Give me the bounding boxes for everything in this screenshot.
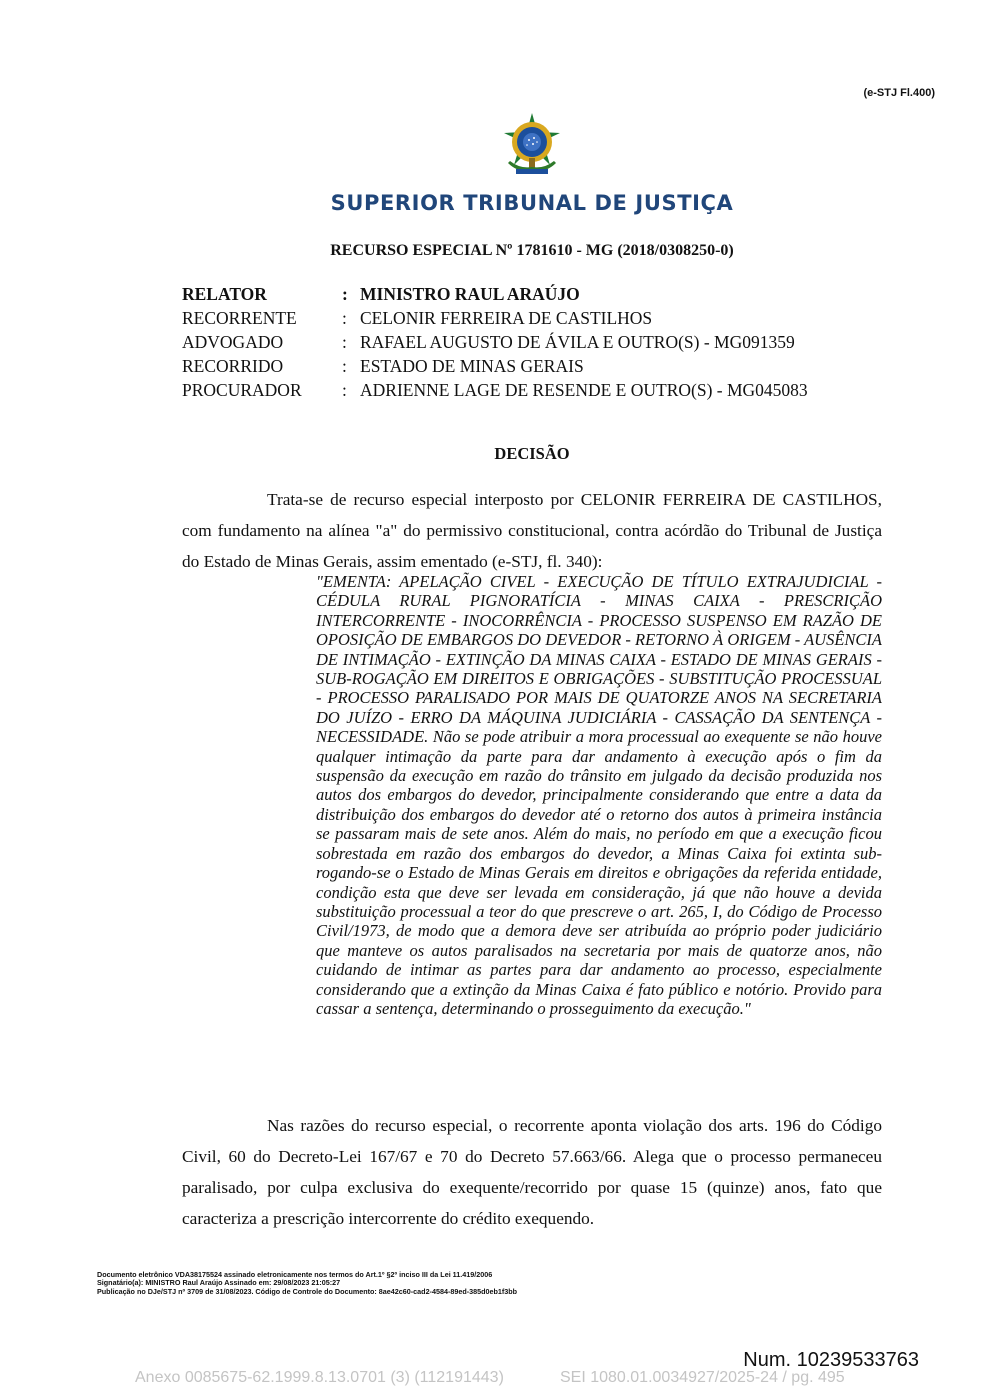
- party-role: ADVOGADO: [182, 332, 284, 352]
- court-name: SUPERIOR TRIBUNAL DE JUSTIÇA: [330, 191, 734, 215]
- ementa-quote: "EMENTA: APELAÇÃO CIVEL - EXECUÇÃO DE TÍTULO EXTRAJUDICIAL - CÉDULA RURAL PIGNORATÍCIA - MINAS CAIXA - PRESCRIÇÃO INTERCORRENTE - INOCORRÊNCIA - PROCESSO SUSPENSO EM RAZÃO DE OPOSIÇÃO DE EMBARGOS DO DEVEDOR - RETORNO À ORIGEM - AUSÊNCIA DE INTIMAÇÃO - EXTINÇÃO DA MINAS CAIXA - ESTADO DE MINAS GERAIS - SUB-ROGAÇÃO EM DIREITOS E OBRIGAÇÕES - SUBSTITUÇÃO PROCESSUAL - PROCESSO PARALISADO POR MAIS DE QUATORZE ANOS NA SECRETARIA DO JUÍZO - ERRO DA MÁQUINA JUDICIÁRIA - CASSAÇÃO DA SENTENÇA - NECESSIDADE. Não se pode atribuir a mora processual ao exequente se não houve qualquer intimação da parte para dar andamento à execução após o fim da suspensão da execução em razão do trânsito em julgado da decisão produzida nos autos dos embargos do devedor, principalmente considerando que entre a data da distribuição dos embargos do devedor até o retorno dos autos à primeira instância se passaram mais de sete anos. Além do mais, no período em que a execução ficou sobrestada em razão dos embargos do devedor, a Minas Caixa foi extinta sub-rogando-se o Estado de Minas Gerais em direitos e obrigações da referida entidade, condição esta que deve ser levada em consideração, já que não houve a devida substituição processual a teor do que prescreve o art. 265, I, do Código de Processo Civil/1973, de modo que a demora deve ser atribuída ao próprio poder judiciário que manteve os autos paralisados na secretaria por mais de quatorze anos, não cuidando de intimar as partes para dar andamento ao processo, especialmente considerando que a extinção da Minas Caixa é fato público e notório. Provido para cassar a sentença, determinando o prosseguimento da execução.": [316, 572, 882, 1018]
- paragraph-text: Nas razões do recurso especial, o recorrente aponta violação dos arts. 196 do Código Civil, 60 do Decreto-Lei 167/67 e 70 do Decreto 57.663/66. Alega que o processo permaneceu paralisado, por culpa exclusiva do exequente/recorrido por quase 15 (quinze) anos, fato que caracteriza a prescrição intercorrente do crédito exequendo.: [182, 1116, 882, 1228]
- party-role: RECORRIDO: [182, 356, 284, 376]
- decision-title: DECISÃO: [494, 444, 570, 463]
- party-role: PROCURADOR: [182, 380, 302, 400]
- footer-line: Signatário(a): MINISTRO Raul Araújo Assinado em: 29/08/2023 21:05:27: [97, 1278, 341, 1288]
- paragraph-reasons: [182, 1110, 882, 1234]
- signature-footer: [97, 1271, 517, 1296]
- footer-line: Documento eletrônico VDA38175524 assinado eletronicamente nos termos do Art.1º §2º inciso III da Lei 11.419/2006: [97, 1270, 493, 1279]
- footer-line: Publicação no DJe/STJ nº 3709 de 31/08/2023. Código de Controle do Documento: 8ae42c60-cad2-4584-89ed-385d0eb1f3bb: [97, 1286, 518, 1296]
- case-title: RECURSO ESPECIAL Nº 1781610 - MG (2018/0308250-0): [330, 242, 734, 259]
- annex-watermark: Anexo 0085675-62.1999.8.13.0701 (3) (112191443): [135, 1369, 504, 1386]
- party-name: RAFAEL AUGUSTO DE ÁVILA E OUTRO(S) - MG091359: [360, 332, 795, 352]
- party-name: CELONIR FERREIRA DE CASTILHOS: [360, 308, 653, 328]
- party-separator: :: [342, 332, 347, 352]
- brazil-coat-of-arms-icon: [498, 111, 566, 179]
- party-separator: :: [342, 308, 347, 328]
- party-name: ESTADO DE MINAS GERAIS: [360, 356, 584, 376]
- party-row: [182, 378, 808, 402]
- party-separator: :: [342, 284, 348, 304]
- party-row: [182, 306, 808, 330]
- document-number: Num. 10239533763: [743, 1349, 919, 1371]
- sei-watermark: SEI 1080.01.0034927/2025-24 / pg. 495: [560, 1369, 845, 1386]
- party-name: MINISTRO RAUL ARAÚJO: [360, 284, 580, 304]
- parties-block: [182, 282, 808, 402]
- party-separator: :: [342, 380, 347, 400]
- party-separator: :: [342, 356, 347, 376]
- party-row: [182, 282, 808, 306]
- party-role: RECORRENTE: [182, 308, 297, 328]
- party-name: ADRIENNE LAGE DE RESENDE E OUTRO(S) - MG045083: [360, 380, 808, 400]
- page-stamp: (e-STJ Fl.400): [863, 87, 935, 99]
- party-role: RELATOR: [182, 284, 267, 304]
- paragraph-intro: [182, 484, 882, 577]
- paragraph-text: Trata-se de recurso especial interposto por CELONIR FERREIRA DE CASTILHOS, com fundamento na alínea "a" do permissivo constitucional, contra acórdão do Tribunal de Justiça do Estado de Minas Gerais, assim ementado (e-STJ, fl. 340):: [182, 490, 882, 571]
- party-row: [182, 354, 808, 378]
- party-row: [182, 330, 808, 354]
